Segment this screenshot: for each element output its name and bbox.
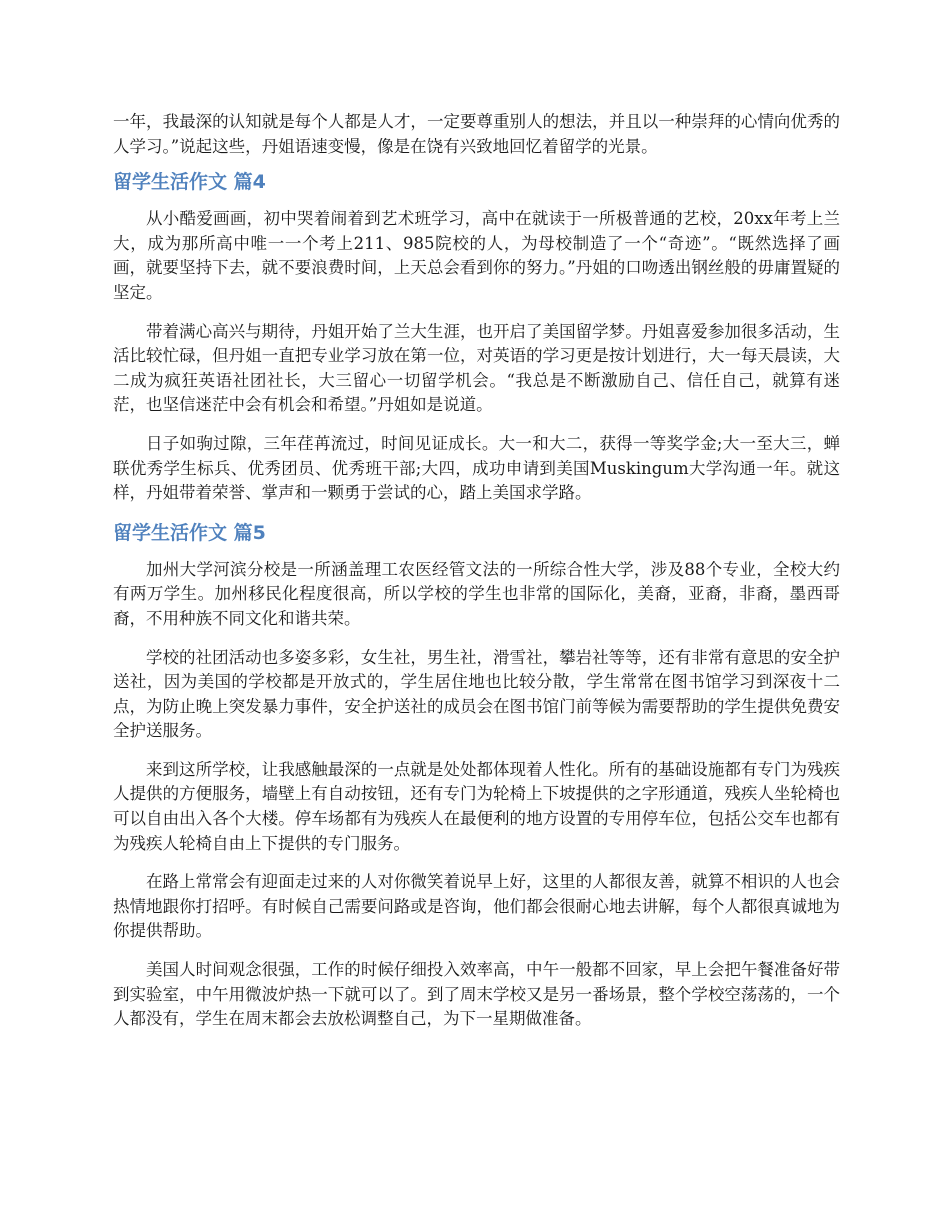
section-heading: 留学生活作文 篇5 [113, 521, 266, 544]
section-4 [113, 169, 840, 506]
section-paragraph: 来到这所学校，让我感触最深的一点就是处处都体现着人性化。所有的基础设施都有专门为残疾人提供的方便服务，墙壁上有自动按钮，还有专门为轮椅上下坡提供的之字形通道，残疾人坐轮椅也可以自由出入各个大楼。停车场都有为残疾人在最便利的地方设置的专用停车位，包括公交车也都有为残疾人轮椅自由上下提供的专门服务。 [113, 759, 840, 853]
section-paragraph: 从小酷爱画画，初中哭着闹着到艺术班学习，高中在就读于一所极普通的艺校，20xx年考上兰大，成为那所高中唯一一个考上211、985院校的人，为母校制造了一个“奇迹”。“既然选择了画画，就要坚持下去，就不要浪费时间，上天总会看到你的努力。”丹姐的口吻透出钢丝般的毋庸置疑的坚定。 [113, 209, 840, 302]
section-paragraph: 加州大学河滨分校是一所涵盖理工农医经管文法的一所综合性大学，涉及88个专业，全校大约有两万学生。加州移民化程度很高，所以学校的学生也非常的国际化，美裔，亚裔，非裔，墨西哥裔，不用种族不同文化和谐共荣。 [113, 559, 840, 628]
section-paragraph: 带着满心高兴与期待，丹姐开始了兰大生涯，也开启了美国留学梦。丹姐喜爱参加很多活动，生活比较忙碌，但丹姐一直把专业学习放在第一位，对英语的学习更是按计划进行，大一每天晨读，大二成为疯狂英语社团社长，大三留心一切留学机会。“我总是不断激励自己、信任自己，就算有迷茫，也坚信迷茫中会有机会和希望。”丹姐如是说道。 [113, 321, 840, 415]
section-heading: 留学生活作文 篇4 [113, 171, 266, 194]
document-body [113, 110, 840, 1046]
section-paragraph: 学校的社团活动也多姿多彩，女生社，男生社，滑雪社，攀岩社等等，还有非常有意思的安全护送社，因为美国的学校都是开放式的，学生居住地也比较分散，学生常常在图书馆学习到深夜十二点，为防止晚上突发暴力事件，安全护送社的成员会在图书馆门前等候为需要帮助的学生提供免费安全护送服务。 [113, 647, 840, 741]
section-5 [113, 520, 840, 1032]
section-paragraph: 在路上常常会有迎面走过来的人对你微笑着说早上好，这里的人都很友善，就算不相识的人也会热情地跟你打招呼。有时候自己需要问路或是咨询，他们都会很耐心地去讲解，每个人都很真诚地为你提供帮助。 [113, 872, 840, 941]
section-paragraph: 美国人时间观念很强，工作的时候仔细投入效率高，中午一般都不回家，早上会把午餐准备好带到实验室，中午用微波炉热一下就可以了。到了周末学校又是另一番场景，整个学校空荡荡的，一个人都没有，学生在周末都会去放松调整自己，为下一星期做准备。 [113, 960, 840, 1029]
intro-paragraph: 一年，我最深的认知就是每个人都是人才，一定要尊重别人的想法，并且以一种崇拜的心情向优秀的人学习。”说起这些，丹姐语速变慢，像是在饶有兴致地回忆着留学的光景。 [113, 112, 840, 156]
section-paragraph: 日子如驹过隙，三年荏苒流过，时间见证成长。大一和大二，获得一等奖学金;大一至大三，蝉联优秀学生标兵、优秀团员、优秀班干部;大四，成功申请到美国Muskingum大学沟通一年。就这样，丹姐带着荣誉、掌声和一颗勇于尝试的心，踏上美国求学路。 [113, 433, 840, 503]
